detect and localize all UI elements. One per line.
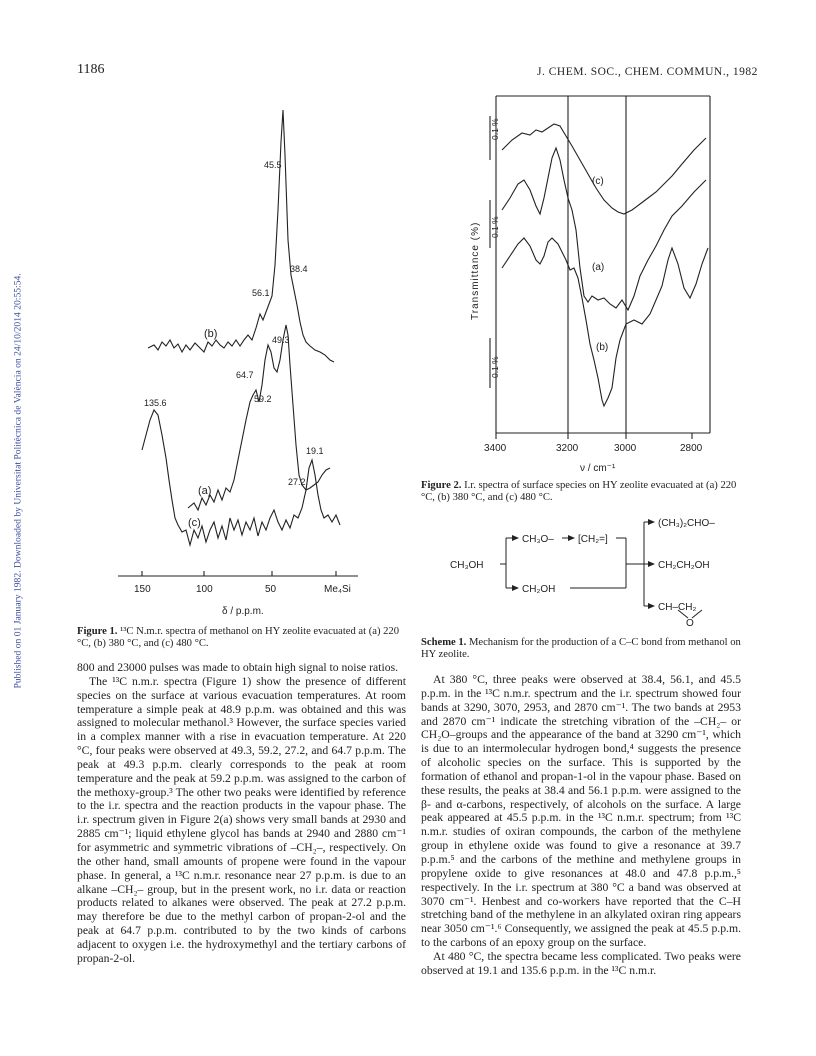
scheme1-diagram — [448, 510, 748, 626]
scheme-intermediate-methylene: [CH₂=] — [578, 534, 608, 545]
x-tick-label: 3000 — [614, 443, 637, 454]
scale-label: 0.1 % — [490, 118, 500, 140]
x-tick-label: 50 — [265, 584, 277, 595]
page-number: 1186 — [77, 62, 105, 77]
figure1-caption — [77, 626, 406, 649]
x-tick-label: Me₄Si — [324, 584, 351, 595]
y-axis-label: Transmittance (%) — [470, 221, 481, 320]
scheme-product-ethanol: CH₂CH₂OH — [658, 560, 710, 571]
scheme1-caption-label: Scheme 1. — [421, 637, 467, 648]
x-tick-label: 150 — [134, 584, 151, 595]
scale-label: 0.1 % — [490, 216, 500, 238]
figure2-caption-label: Figure 2. — [421, 480, 462, 491]
trace-label-b: (b) — [596, 342, 609, 353]
scheme-intermediate-methoxy: CH₃O– — [522, 534, 554, 545]
x-axis-label: δ / p.p.m. — [222, 606, 264, 617]
trace-label-b: (b) — [204, 328, 218, 340]
paragraph: The ¹³C n.m.r. spectra (Figure 1) show the presence of different species on the surface at various evacuation temperatures. At room temperature a simple peak at 48.9 p.p.m. was obtained and this was assigned to molecular methanol.³ However, the surface species varied in a complex manner with a rise in evacuation temperature. At 220 °C, four peaks were observed at 49.3, 59.2, 27.2, and 64.7 p.p.m. The peak at 49.3 p.p.m. clearly corresponds to the peak at room temperature and the peak at 59.2 p.p.m. was assigned to the carbon of the methoxy-group.³ The other two peaks were identified by reference to the i.r. spectra and the reaction products in the vapour phase. The i.r. spectrum given in Figure 2(a) shows very small bands at 2930 and 2885 cm⁻¹; liquid ethylene glycol has bands at 2940 and 2880 cm⁻¹ for asymmetric and symmetric vibrations of –CH₂–, respectively. On the other hand, small amounts of propene were found in the vapour phase. In general, a ¹³C n.m.r. resonance near 27 p.p.m. is due to an alkane –CH₂– group, but in the present work, no i.r. data or reaction products related to alkanes were observed. The peak at 27.2 p.p.m. may therefore be due to the methyl carbon of propan-2-ol and the peak at 64.7 p.p.m. contributed to by the two kinds of carbons adjacent to oxygen i.e. the hydroxymethyl and the tertiary carbons of propan-2-ol. — [77, 674, 406, 965]
paragraph: At 380 °C, three peaks were observed at 38.4, 56.1, and 45.5 p.p.m. in the ¹³C n.m.r. spectrum and the i.r. spectrum showed four bands at 3290, 3070, 2953, and 2870 cm⁻¹. The two bands at 2953 and 2870 cm⁻¹ indicate the stretching vibration of the –CH₂– or CH₂O–groups and the appearance of the band at 3290 cm⁻¹, which is due to an intermolecular hydrogen bond,⁴ suggests the presence of alcoholic species on the surface. This is supported by the formation of ethanol and propan-1-ol in the vapour phase. Based on these results, the peaks at 38.4 and 56.1 p.p.m. were assigned to the β- and α-carbons, respectively, of alcohols on the surface. A large peak appeared at 45.5 p.p.m. in the ¹³C n.m.r. spectrum; from ¹³C n.m.r. studies of oxiran compounds, the carbon of the methylene group in ethylene oxide was found to give a resonance at 39.7 p.p.m.⁵ and the carbons of the methine and methylene groups in propylene oxide to give resonances at 48.0 and 47.8 p.p.m.,⁵ respectively. In the i.r. spectrum at 380 °C a band was observed at 3070 cm⁻¹. Henbest and co-workers have reported that the C–H stretching band of the methylene in an alkylated oxiran ring appears near 3050 cm⁻¹.⁶ Consequently, we assigned the peak at 45.5 p.p.m. to the carbons of an epoxy group on the surface. — [421, 673, 741, 950]
x-tick-label: 3400 — [484, 443, 507, 454]
scheme-product-epoxy-oxygen: O — [686, 618, 694, 626]
trace-label-a: (a) — [592, 262, 605, 273]
peak-label: 49.3 — [272, 335, 290, 345]
ir-trace-b — [502, 238, 708, 406]
peak-label: 64.7 — [236, 370, 254, 380]
peak-label: 135.6 — [144, 398, 167, 408]
x-tick-label: 2800 — [680, 443, 703, 454]
x-axis-label: ν / cm⁻¹ — [580, 463, 616, 474]
scheme-product-epoxy: CH–CH₂ — [658, 602, 697, 613]
nmr-trace-a — [188, 325, 330, 510]
scheme-intermediate-hydroxymethyl: CH₂OH — [522, 584, 556, 595]
nmr-trace-c — [142, 410, 340, 545]
figure2-caption — [421, 480, 741, 503]
peak-label: 19.1 — [306, 446, 324, 456]
peak-label: 45.5 — [264, 160, 282, 170]
figure1-nmr-plot — [100, 90, 360, 620]
nmr-trace-b — [148, 110, 334, 362]
scheme-product-isopropoxy: (CH₃)₂CHO– — [658, 518, 715, 529]
scheme1-caption — [421, 637, 741, 660]
scale-label: 0.1 % — [490, 356, 500, 378]
peak-label: 27.2 — [288, 477, 306, 487]
trace-label-a: (a) — [198, 485, 212, 497]
paragraph: 800 and 23000 pulses was made to obtain high signal to noise ratios. — [77, 661, 399, 674]
download-watermark: Published on 01 January 1982. Downloaded by Universitat Politècnica de València on 24/10/2014 20:55:54. — [12, 273, 24, 689]
paragraph: At 480 °C, the spectra became less complicated. Two peaks were observed at 19.1 and 135.6 p.p.m. in the ¹³C n.m.r. — [421, 949, 741, 977]
left-column-text — [77, 661, 406, 966]
figure1-caption-text: ¹³C N.m.r. spectra of methanol on HY zeolite evacuated at (a) 220 °C, (b) 380 °C, and (c) 480 °C. — [77, 626, 400, 649]
x-tick-label: 100 — [196, 584, 213, 595]
figure2-caption-text: I.r. spectra of surface species on HY zeolite evacuated at (a) 220 °C, (b) 380 °C, and (c) 480 °C. — [421, 480, 737, 503]
peak-label: 38.4 — [290, 264, 308, 274]
peak-label: 56.1 — [252, 288, 270, 298]
scheme1-caption-text: Mechanism for the production of a C–C bond from methanol on HY zeolite. — [421, 637, 741, 660]
trace-label-c: (c) — [592, 176, 604, 187]
peak-label: 59.2 — [254, 394, 272, 404]
figure1-caption-label: Figure 1. — [77, 626, 118, 637]
x-tick-label: 3200 — [556, 443, 579, 454]
figure2-ir-plot — [462, 88, 722, 474]
right-column-text — [421, 673, 741, 978]
trace-label-c: (c) — [188, 517, 201, 529]
ir-trace-c — [502, 124, 706, 214]
journal-header: J. CHEM. SOC., CHEM. COMMUN., 1982 — [537, 66, 758, 78]
scheme-reactant: CH₃OH — [450, 560, 484, 571]
